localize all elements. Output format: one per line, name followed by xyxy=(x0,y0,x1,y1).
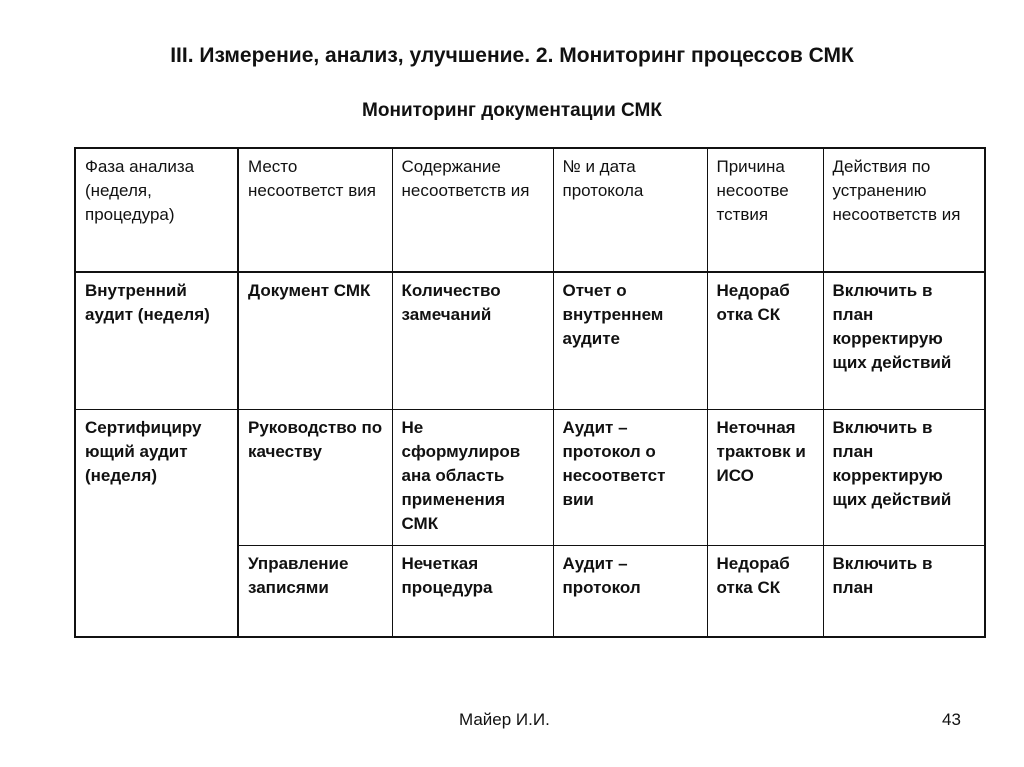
cell-protocol: Аудит – протокол о несоответст вии xyxy=(553,410,707,546)
slide-title: III. Измерение, анализ, улучшение. 2. Мониторинг процессов СМК xyxy=(170,44,854,67)
cell-content: Количество замечаний xyxy=(392,272,553,410)
table-row xyxy=(75,410,985,546)
cell-cause: Неточная трактовк и ИСО xyxy=(707,410,823,546)
footer-author: Майер И.И. xyxy=(459,710,550,729)
cell-place: Руководство по качеству xyxy=(238,410,392,546)
slide-subtitle: Мониторинг документации СМК xyxy=(362,100,662,121)
monitoring-table xyxy=(74,147,986,638)
cell-protocol: Аудит – протокол xyxy=(553,546,707,638)
header-protocol: № и дата протокола xyxy=(553,148,707,272)
header-phase: Фаза анализа (неделя, процедура) xyxy=(75,148,238,272)
cell-content: Не сформулиров ана область применения СМК xyxy=(392,410,553,546)
cell-phase: Сертифициру ющий аудит (неделя) xyxy=(75,410,238,638)
header-place: Место несоответст вия xyxy=(238,148,392,272)
cell-action: Включить в план корректирую щих действий xyxy=(823,410,985,546)
page-number: 43 xyxy=(942,710,961,729)
cell-protocol: Отчет о внутреннем аудите xyxy=(553,272,707,410)
cell-cause: Недораб отка СК xyxy=(707,546,823,638)
table-row xyxy=(75,272,985,410)
cell-cause: Недораб отка СК xyxy=(707,272,823,410)
cell-action: Включить в план корректирую щих действий xyxy=(823,272,985,410)
cell-place: Управление записями xyxy=(238,546,392,638)
table-header-row xyxy=(75,148,985,272)
cell-content: Нечеткая процедура xyxy=(392,546,553,638)
cell-phase: Внутренний аудит (неделя) xyxy=(75,272,238,410)
header-content: Содержание несоответств ия xyxy=(392,148,553,272)
cell-place: Документ СМК xyxy=(238,272,392,410)
cell-action: Включить в план xyxy=(823,546,985,638)
header-cause: Причина несоотве тствия xyxy=(707,148,823,272)
header-action: Действия по устранению несоответств ия xyxy=(823,148,985,272)
